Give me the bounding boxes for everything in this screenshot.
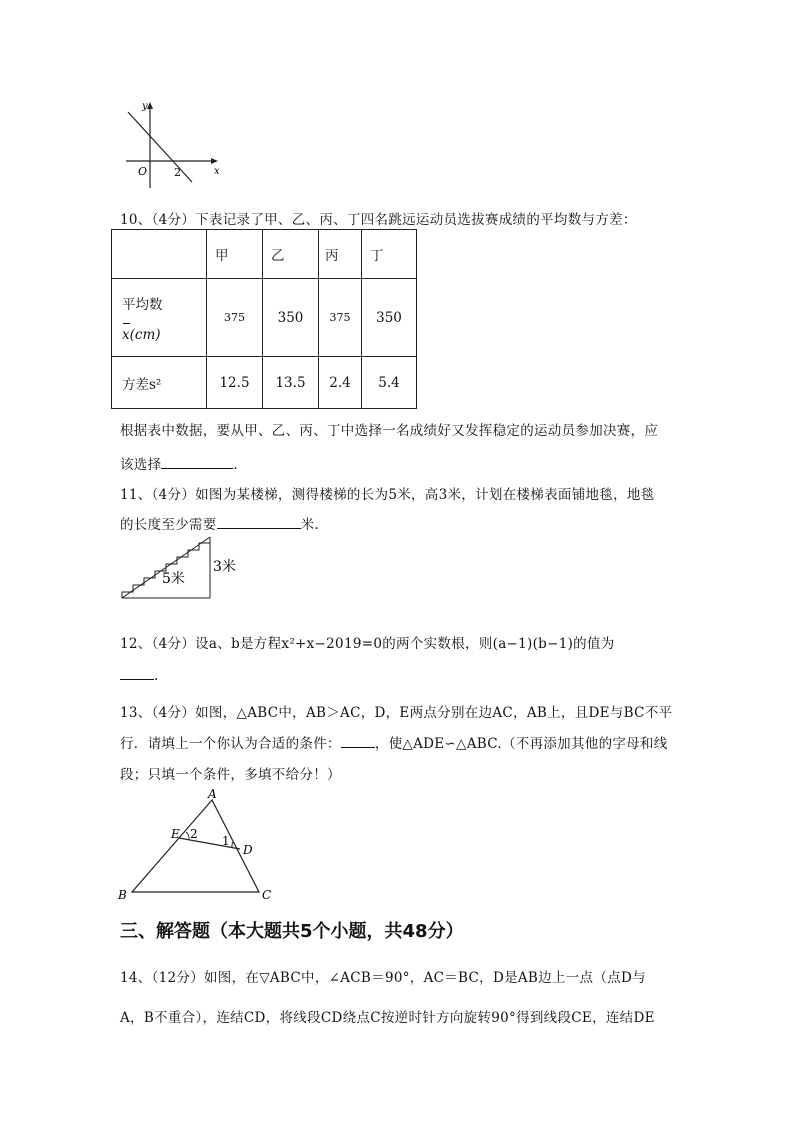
q10-text-line1: 根据表中数据，要从甲、乙、丙、丁中选择一名成绩好又发挥稳定的运动员参加决赛，应	[120, 423, 659, 439]
x-bar-overline	[123, 323, 130, 324]
label-c: C	[262, 888, 272, 902]
mean-unit: x(cm)	[122, 327, 206, 343]
x-axis-arrow	[211, 158, 218, 164]
mean-label: 平均数	[122, 296, 163, 313]
q13-answer-blank[interactable]	[341, 734, 375, 748]
table-header-bing: 丙	[319, 230, 362, 279]
stairs-figure	[118, 535, 248, 605]
q10-answer-blank[interactable]	[161, 455, 233, 469]
table-row-label-variance: 方差s²	[112, 357, 207, 409]
label-angle-1: 1	[222, 834, 230, 848]
q10-stem: 10、（4分）下表记录了甲、乙、丙、丁四名跳远运动员选拔赛成绩的平均数与方差：	[120, 212, 637, 228]
axes-figure	[118, 100, 228, 190]
q10-text-line2: 该选择 .	[120, 457, 238, 473]
mean-bing: 375	[319, 279, 362, 357]
q12-line1: 12、（4分）设a、b是方程x²+x−2019=0的两个实数根，则(a−1)(b−1)的值为	[120, 636, 615, 652]
q13-line1: 13、（4分）如图，△ABC中，AB＞AC，D，E两点分别在边AC，AB上，且DE与BC不平	[120, 705, 673, 721]
table-header-row	[112, 230, 417, 279]
label-e: E	[171, 827, 180, 841]
variance-ding: 5.4	[362, 357, 417, 409]
variance-bing: 2.4	[319, 357, 362, 409]
q13-line3: 段；只填一个条件，多填不给分！）	[120, 767, 341, 783]
table-row-label-mean	[112, 279, 207, 357]
y-axis-arrow	[147, 102, 153, 109]
mean-jia: 375	[207, 279, 263, 357]
stair-height-label: 3米	[213, 559, 236, 575]
q12-line2: .	[120, 666, 159, 684]
x-label: x	[214, 166, 220, 177]
stair-hypotenuse	[122, 537, 210, 598]
stair-length-label: 5米	[162, 571, 185, 587]
q11-line1: 11、（4分）如图为某楼梯，测得楼梯的长为5米，高3米，计划在楼梯表面铺地毯，地毯	[120, 487, 655, 503]
label-a: A	[208, 787, 217, 801]
variance-jia: 12.5	[207, 357, 263, 409]
triangle-abc	[132, 800, 259, 892]
q14-line2: A，B不重合），连结CD，将线段CD绕点C按逆时针方向旋转90°得到线段CE，连结DE	[120, 1010, 655, 1026]
q11-line2: 的长度至少需要 米.	[120, 517, 320, 533]
origin-label: O	[138, 165, 148, 178]
tick-2-label: 2	[174, 166, 181, 179]
table-row-mean	[112, 279, 417, 357]
segment-de	[179, 838, 240, 849]
table-header-jia: 甲	[207, 230, 263, 279]
table-header-corner	[112, 230, 207, 279]
table-row-variance	[112, 357, 417, 409]
y-label: y	[142, 101, 148, 112]
mean-yi: 350	[263, 279, 319, 357]
q14-line1: 14、（12分）如图，在▽ABC中，∠ACB＝90°，AC＝BC，D是AB边上一点（点D与	[120, 970, 646, 986]
table-header-yi: 乙	[263, 230, 319, 279]
section-3-title: 三、解答题（本大题共5个小题，共48分）	[120, 921, 464, 942]
table-header-ding: 丁	[362, 230, 417, 279]
q11-answer-blank[interactable]	[217, 515, 301, 529]
variance-yi: 13.5	[263, 357, 319, 409]
q12-answer-blank[interactable]	[120, 666, 154, 680]
q13-line2: 行．请填上一个你认为合适的条件： ，使△ADE∽△ABC.（不再添加其他的字母和线	[120, 736, 668, 752]
mean-ding: 350	[362, 279, 417, 357]
angle-1-arc	[232, 842, 233, 847]
score-table	[111, 229, 417, 409]
label-b: B	[118, 888, 127, 902]
label-angle-2: 2	[190, 827, 198, 841]
triangle-figure	[116, 786, 286, 904]
label-d: D	[243, 843, 253, 857]
